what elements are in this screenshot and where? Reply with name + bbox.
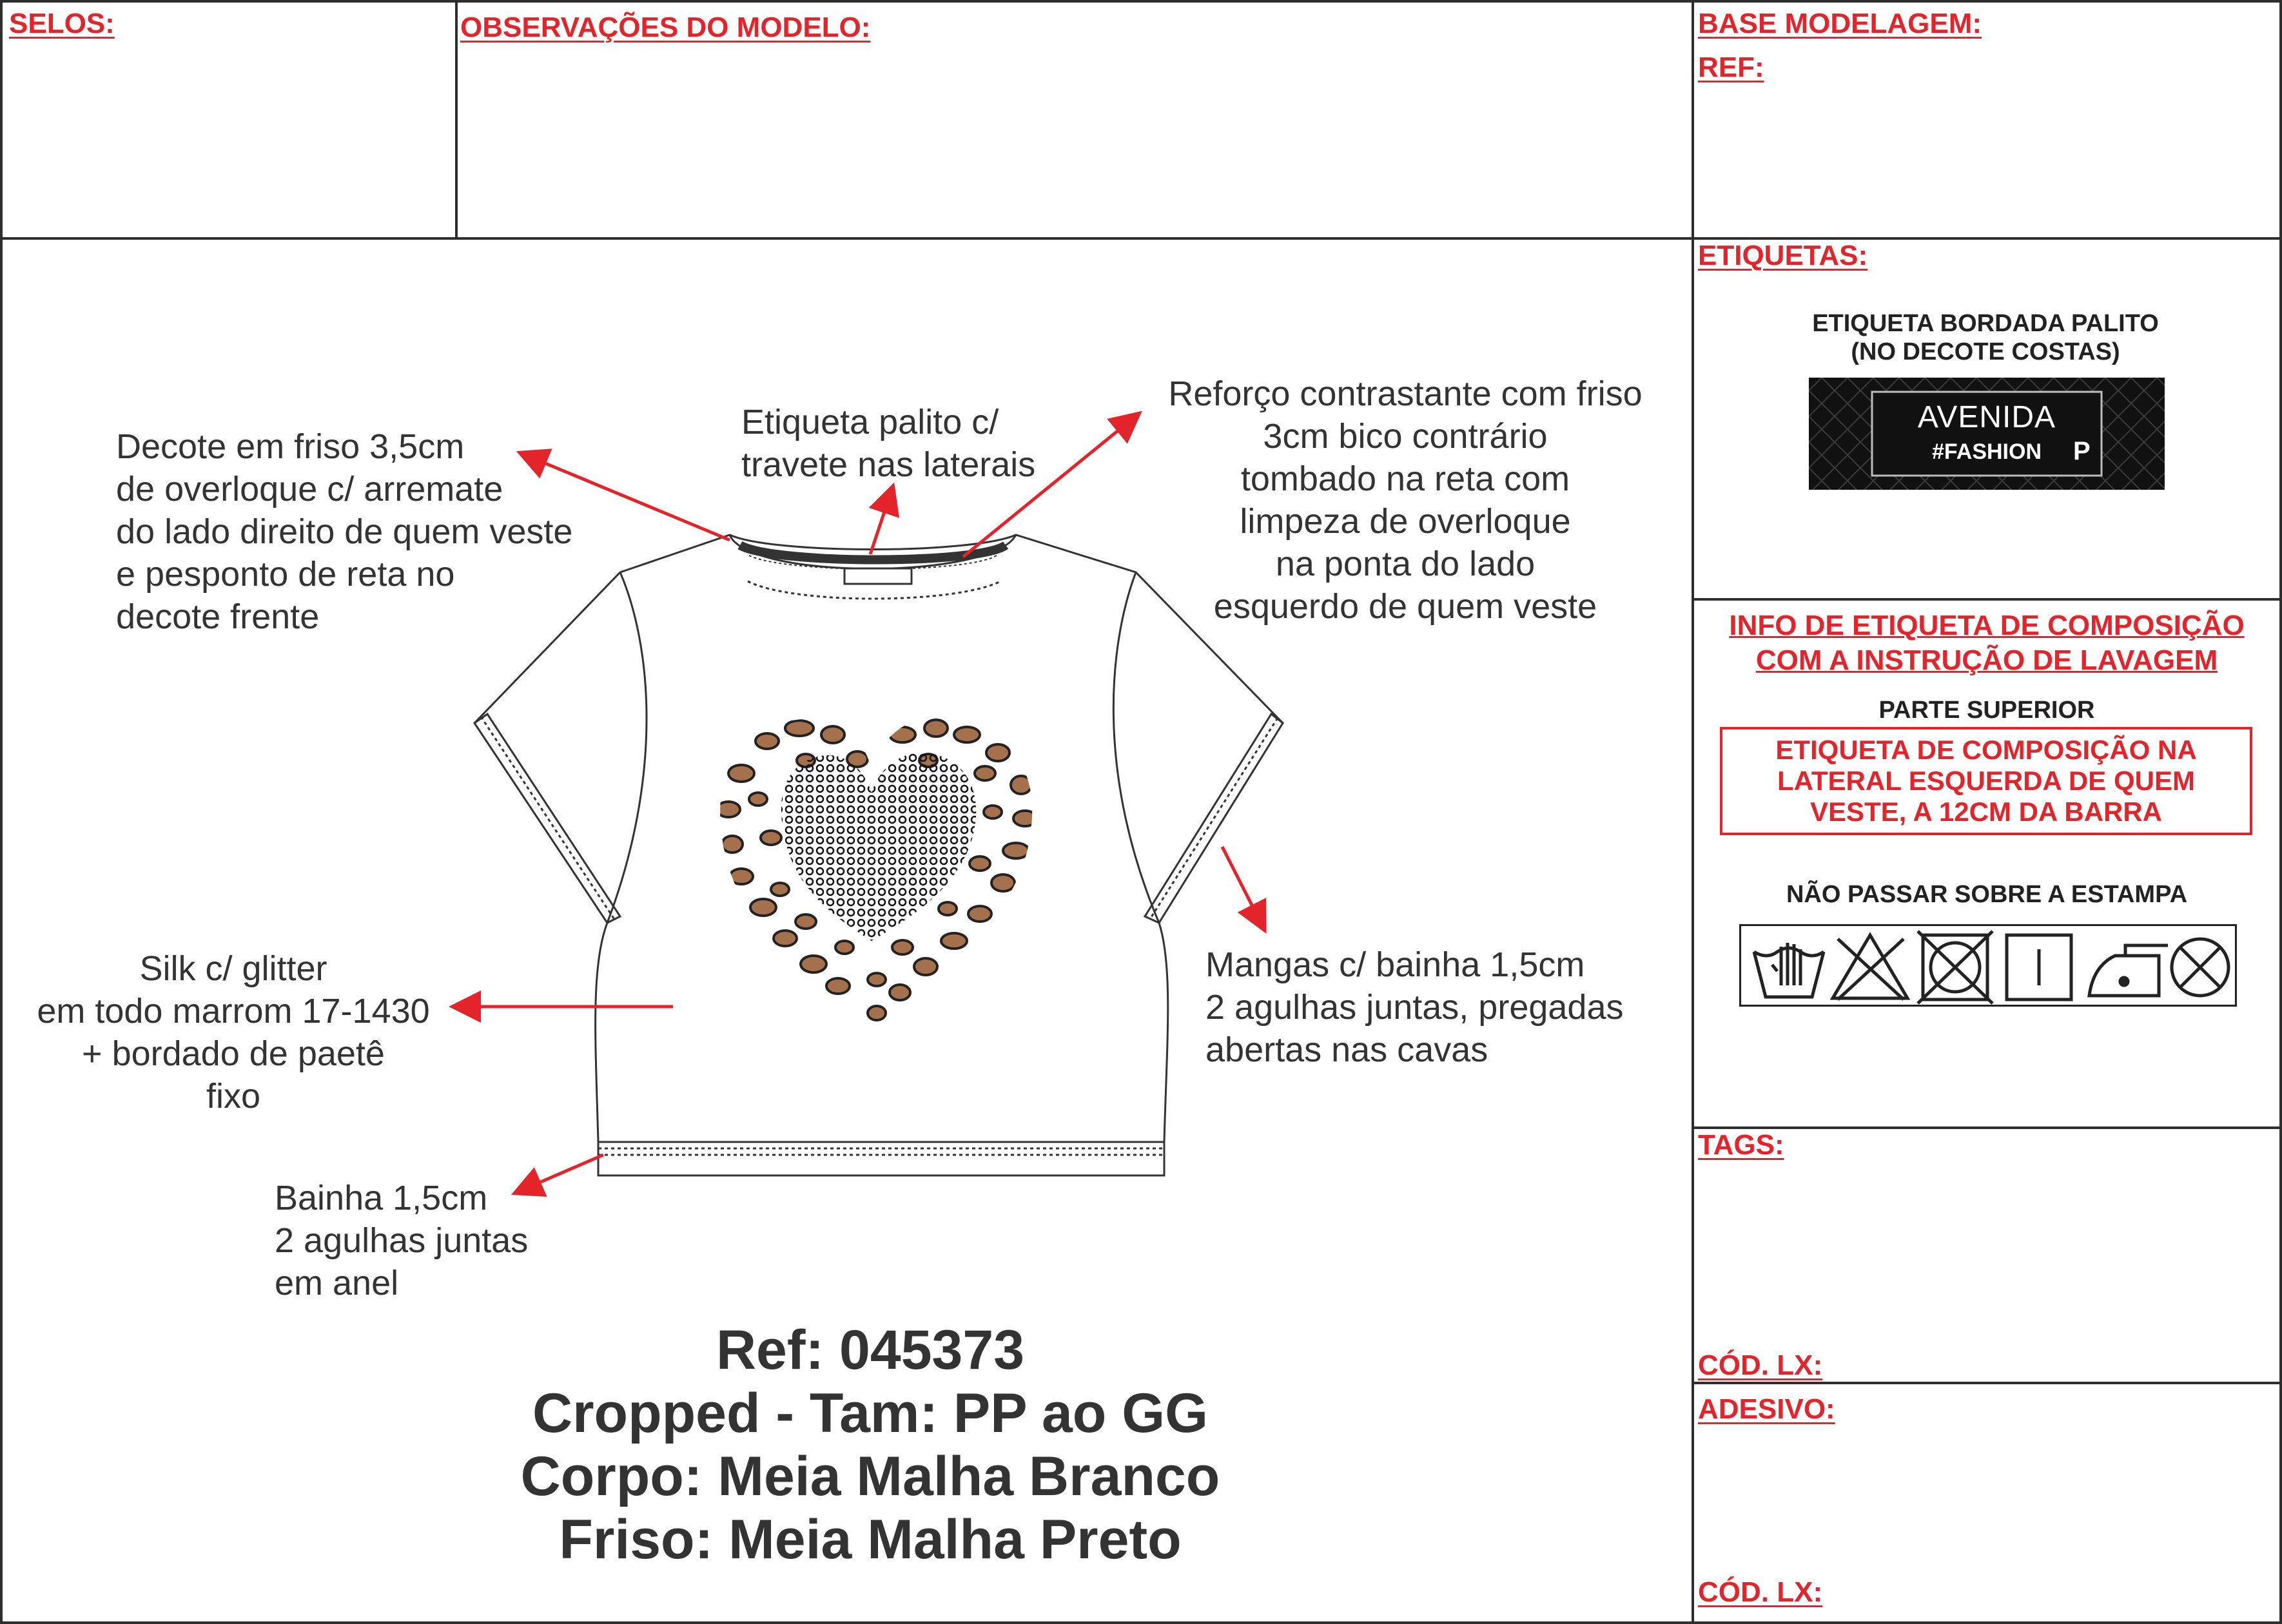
cod-lx-label-1: CÓD. LX:	[1698, 1349, 1823, 1381]
tags-box	[1692, 1126, 2282, 1384]
product-friso: Friso: Meia Malha Preto	[559, 1509, 1182, 1571]
note-mangas: Mangas c/ bainha 1,5cm 2 agulhas juntas, pregadas abertas nas cavas	[1205, 945, 1624, 1069]
parte-superior-label: PARTE SUPERIOR	[1878, 697, 2095, 724]
arrow-etiqueta-palito	[870, 488, 892, 554]
note-decote: Decote em friso 3,5cm de overloque c/ arremate do lado direito de quem veste e pesponto de reta no decote frente	[116, 427, 573, 636]
warning-label: NÃO PASSAR SOBRE A ESTAMPA	[1786, 881, 2188, 908]
no-tumble-dry-icon	[1918, 931, 1993, 1003]
care-symbols	[1739, 924, 2237, 1007]
note-reforco: Reforço contrastante com friso 3cm bico contrário tombado na reta com limpeza de overloque na ponta do lado esquerdo de quem veste	[1168, 374, 1643, 626]
adesivo-label: ADESIVO:	[1698, 1393, 1835, 1425]
base-modelagem-label: BASE MODELAGEM:	[1698, 8, 1982, 39]
brand-tagline: #FASHION	[1931, 440, 2042, 464]
note-bainha: Bainha 1,5cm 2 agulhas juntas em anel	[275, 1179, 529, 1302]
arrow-mangas	[1222, 847, 1263, 928]
brand-name: AVENIDA	[1917, 400, 2056, 434]
hand-wash-icon	[1754, 943, 1824, 997]
composition-note: ETIQUETA DE COMPOSIÇÃO NA LATERAL ESQUERDA DE QUEM VESTE, A 12CM DA BARRA	[1720, 727, 2252, 835]
tags-label: TAGS:	[1698, 1129, 1784, 1161]
arrow-bainha	[517, 1155, 603, 1192]
no-dry-clean-icon	[2172, 939, 2228, 996]
product-corpo: Corpo: Meia Malha Branco	[520, 1445, 1220, 1507]
product-ref: Ref: 045373	[716, 1319, 1025, 1381]
note-etiqueta-palito: Etiqueta palito c/ travete nas laterais	[741, 403, 1036, 484]
no-bleach-icon	[1833, 935, 1907, 1000]
brand-label	[1809, 378, 2165, 490]
brand-size: P	[2073, 437, 2091, 465]
product-model: Cropped - Tam: PP ao GG	[532, 1382, 1209, 1444]
label-title: ETIQUETA BORDADA PALITO (NO DECOTE COSTAS)	[1812, 310, 2159, 365]
etiquetas-label: ETIQUETAS:	[1698, 240, 1868, 271]
cod-lx-label-2: CÓD. LX:	[1698, 1576, 1823, 1608]
composition-header: INFO DE ETIQUETA DE COMPOSIÇÃO COM A INSTRUÇÃO DE LAVAGEM	[1729, 610, 2245, 676]
line-dry-icon	[2007, 935, 2071, 1000]
iron-low-icon	[2089, 945, 2168, 996]
selos-label: SELOS:	[9, 8, 115, 39]
ref-label: REF:	[1698, 52, 1764, 83]
note-silk: Silk c/ glitter em todo marrom 17-1430 + bordado de paetê fixo	[37, 949, 430, 1116]
care-symbols-svg	[1741, 926, 2239, 1009]
observacoes-label: OBSERVAÇÕES DO MODELO:	[460, 12, 871, 43]
